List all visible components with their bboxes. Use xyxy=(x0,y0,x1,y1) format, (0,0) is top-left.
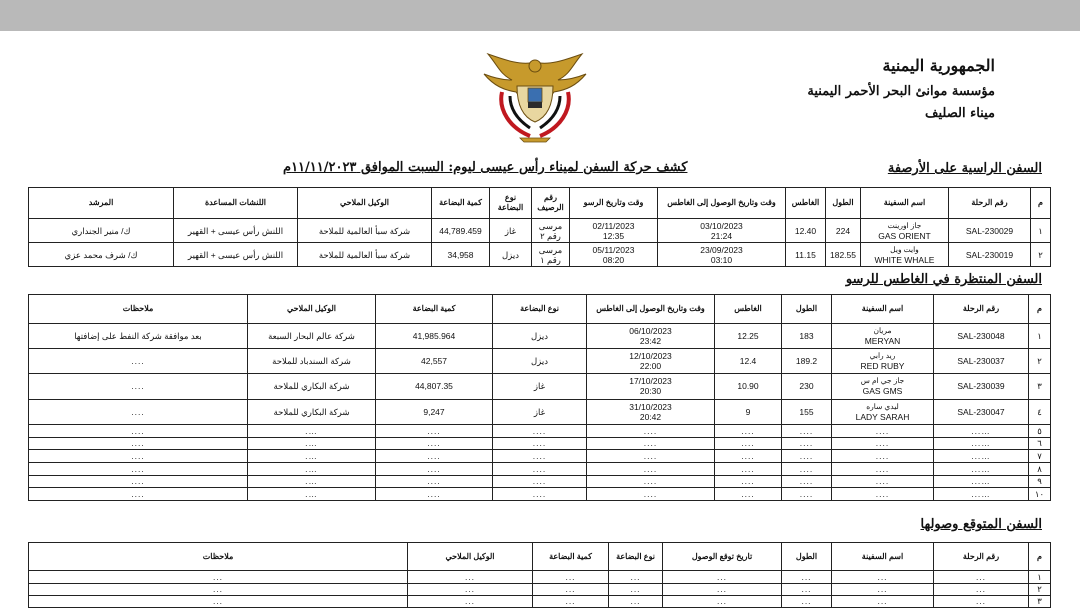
report-title: كشف حركة السفن لميناء رأس عيسى ليوم: السبت الموافق ١١/١١/٢٠٢٣م xyxy=(283,160,688,175)
table-row: ١ SAL-230048 مريان MERYAN 183 12.25 06/10/2023 23:42 ديزل 41,985.964 شركة عالم البحار السبعة بعد موافقة شركة النفط على إضافتها xyxy=(29,323,1051,348)
table-row: ٨ …... .... .... .... .... .... .... …. .... xyxy=(29,462,1051,475)
col-header: الوكيل الملاحي xyxy=(298,188,432,219)
table-header-row: م رقم الرحلة اسم السفينة الطول الغاطس وقت وتاريخ الوصول إلى الغاطس نوع البضاعة كمية البضاعة الوكيل الملاحي ملاحظات xyxy=(29,295,1051,324)
table-row: ١٠ …... .... .... .... .... .... .... …. .... xyxy=(29,488,1051,501)
yemen-emblem-icon xyxy=(470,52,600,144)
col-header: رقم الرحلة xyxy=(949,188,1031,219)
table-row: ٥ …... .... .... .... .... .... .... …. .... xyxy=(29,424,1051,437)
table-row: ٤ SAL-230047 ليدي ساره LADY SARAH 155 9 31/10/2023 20:42 غاز 9,247 شركة البكاري للملاحة .... xyxy=(29,399,1051,424)
table-row: ٢ SAL-230037 ريد رابي RED RUBY 189.2 12.4 12/10/2023 22:00 ديزل 42,557 شركة السندباد للملاحة .... xyxy=(29,348,1051,373)
table-row: ٣ SAL-230039 جاز جي ام س GAS GMS 230 10.90 17/10/2023 20:30 غاز 44,807.35 شركة البكاري للملاحة .... xyxy=(29,374,1051,399)
col-header: كمية البضاعة xyxy=(432,188,490,219)
table-header-row xyxy=(29,188,1051,219)
table-row: ٣ ... ... ... ... ... ... ... ... xyxy=(29,595,1051,607)
waiting-table xyxy=(28,294,1051,501)
table-header-row: م رقم الرحلة اسم السفينة الطول تاريخ توقع الوصول نوع البضاعة كمية البضاعة الوكيل الملاحي ملاحظات xyxy=(29,543,1051,571)
table-row: ٢ ... ... ... ... ... ... ... ... xyxy=(29,583,1051,595)
table-row: ٩ …... .... .... .... .... .... .... …. .... xyxy=(29,475,1051,488)
port-heading: ميناء الصليف xyxy=(925,106,995,121)
table-row: ٢ SAL-230019 وايت ويل WHITE WHALE 182.55 11.15 23/09/2023 03:10 05/11/2023 08:20 مرسى رقم ١ ديزل 34,958 شركة سبأ العالمية للملاحة اللنش رأس عيسى + القهير ك/ شرف محمد عزي xyxy=(29,243,1051,267)
col-header: اسم السفينة xyxy=(861,188,949,219)
table-row: ١ ... ... ... ... ... ... ... ... xyxy=(29,571,1051,583)
table-row: ٦ …... .... .... .... .... .... .... …. .... xyxy=(29,437,1051,450)
republic-heading: الجمهورية اليمنية xyxy=(882,56,995,75)
top-bar xyxy=(0,0,1080,31)
waiting-empty-rows xyxy=(29,424,1051,500)
col-header: رقم الرصيف xyxy=(532,188,570,219)
col-header: المرشد xyxy=(29,188,174,219)
table-row: ١ SAL-230029 جاز اورينت GAS ORIENT 224 12.40 03/10/2023 21:24 02/11/2023 12:35 مرسى رقم ٢ غاز 44,789.459 شركة سبأ العالمية للملاحة اللنش رأس عيسى + القهير ك/ منير الجنداري xyxy=(29,219,1051,243)
expected-table xyxy=(28,542,1051,608)
col-header: وقت وتاريخ الرسو xyxy=(570,188,658,219)
berthed-table xyxy=(28,187,1051,267)
col-header: الغاطس xyxy=(786,188,826,219)
berthed-section-title: السفن الراسية على الأرصفة xyxy=(887,161,1042,176)
col-header: م xyxy=(1031,188,1051,219)
expected-section-title: السفن المتوقع وصولها xyxy=(920,517,1042,532)
corporation-heading: مؤسسة موانئ البحر الأحمر اليمنية xyxy=(807,84,995,99)
col-header: وقت وتاريخ الوصول إلى الغاطس xyxy=(658,188,786,219)
col-header: اللنشات المساعدة xyxy=(174,188,298,219)
col-header: نوع البضاعة xyxy=(490,188,532,219)
col-header: الطول xyxy=(826,188,861,219)
waiting-section-title: السفن المنتظرة في الغاطس للرسو xyxy=(845,272,1042,287)
table-row: ٧ …... .... .... .... .... .... .... …. .... xyxy=(29,450,1051,463)
